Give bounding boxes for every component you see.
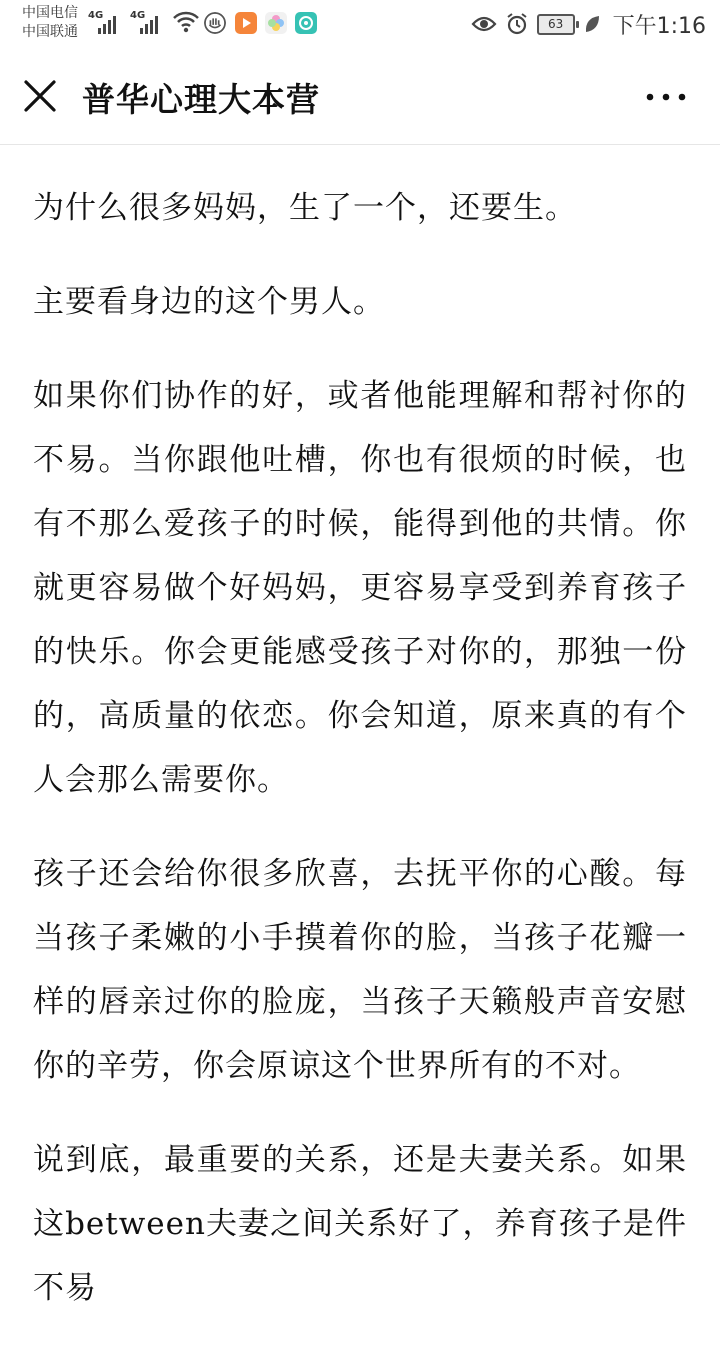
more-dots-icon (644, 82, 688, 112)
page-title: 普华心理大本营 (82, 80, 320, 119)
network-type-1: 4G (88, 10, 104, 21)
carrier-2: 中国联通 (22, 24, 78, 40)
paragraph: 说到底，最重要的关系，还是夫妻关系。如果这between夫妻之间关系好了，养育孩子是件不易 (33, 1142, 687, 1306)
close-button[interactable] (20, 76, 60, 116)
photos-app-icon (265, 12, 287, 34)
status-bar (0, 0, 720, 48)
status-right (471, 8, 706, 40)
close-icon (20, 76, 60, 116)
paragraph: 为什么很多妈妈，生了一个，还要生。 (33, 190, 577, 226)
signal-bars-1-icon (98, 14, 122, 34)
battery-level: 63 (547, 16, 564, 31)
assistant-app-icon (295, 12, 317, 34)
carrier-1: 中国电信 (22, 5, 78, 21)
wifi-icon (172, 10, 200, 34)
signal-2 (130, 10, 170, 36)
article-body (33, 176, 687, 1350)
privacy-app-icon (204, 12, 226, 34)
eye-comfort-icon (471, 14, 497, 34)
network-type-2: 4G (130, 10, 146, 21)
paragraph: 如果你们协作的好，或者他能理解和帮衬你的不易。当你跟他吐槽，你也有很烦的时候，也有不那么爱孩子的时候，能得到他的共情。你就更容易做个好妈妈，更容易享受到养育孩子的快乐。你会更能感受孩子对你的，那独一份的，高质量的依恋。你会知道，原来真的有个人会那么需要你。 (33, 378, 687, 798)
alarm-icon (505, 12, 529, 36)
paragraph: 孩子还会给你很多欣喜，去抚平你的心酸。每当孩子柔嫩的小手摸着你的脸，当孩子花瓣一样的唇亲过你的脸庞，当孩子天籁般声音安慰你的辛劳，你会原谅这个世界所有的不对。 (33, 856, 687, 1084)
signal-bars-2-icon (140, 14, 164, 34)
clock: 下午1:16 (612, 13, 706, 39)
signal-1 (88, 10, 128, 36)
carrier-labels (22, 4, 78, 42)
battery-indicator (537, 14, 575, 35)
nav-bar (0, 48, 720, 145)
leaf-icon (583, 14, 601, 34)
video-app-icon (235, 12, 257, 34)
more-options-button[interactable] (644, 82, 688, 112)
paragraph: 主要看身边的这个男人。 (33, 284, 385, 320)
